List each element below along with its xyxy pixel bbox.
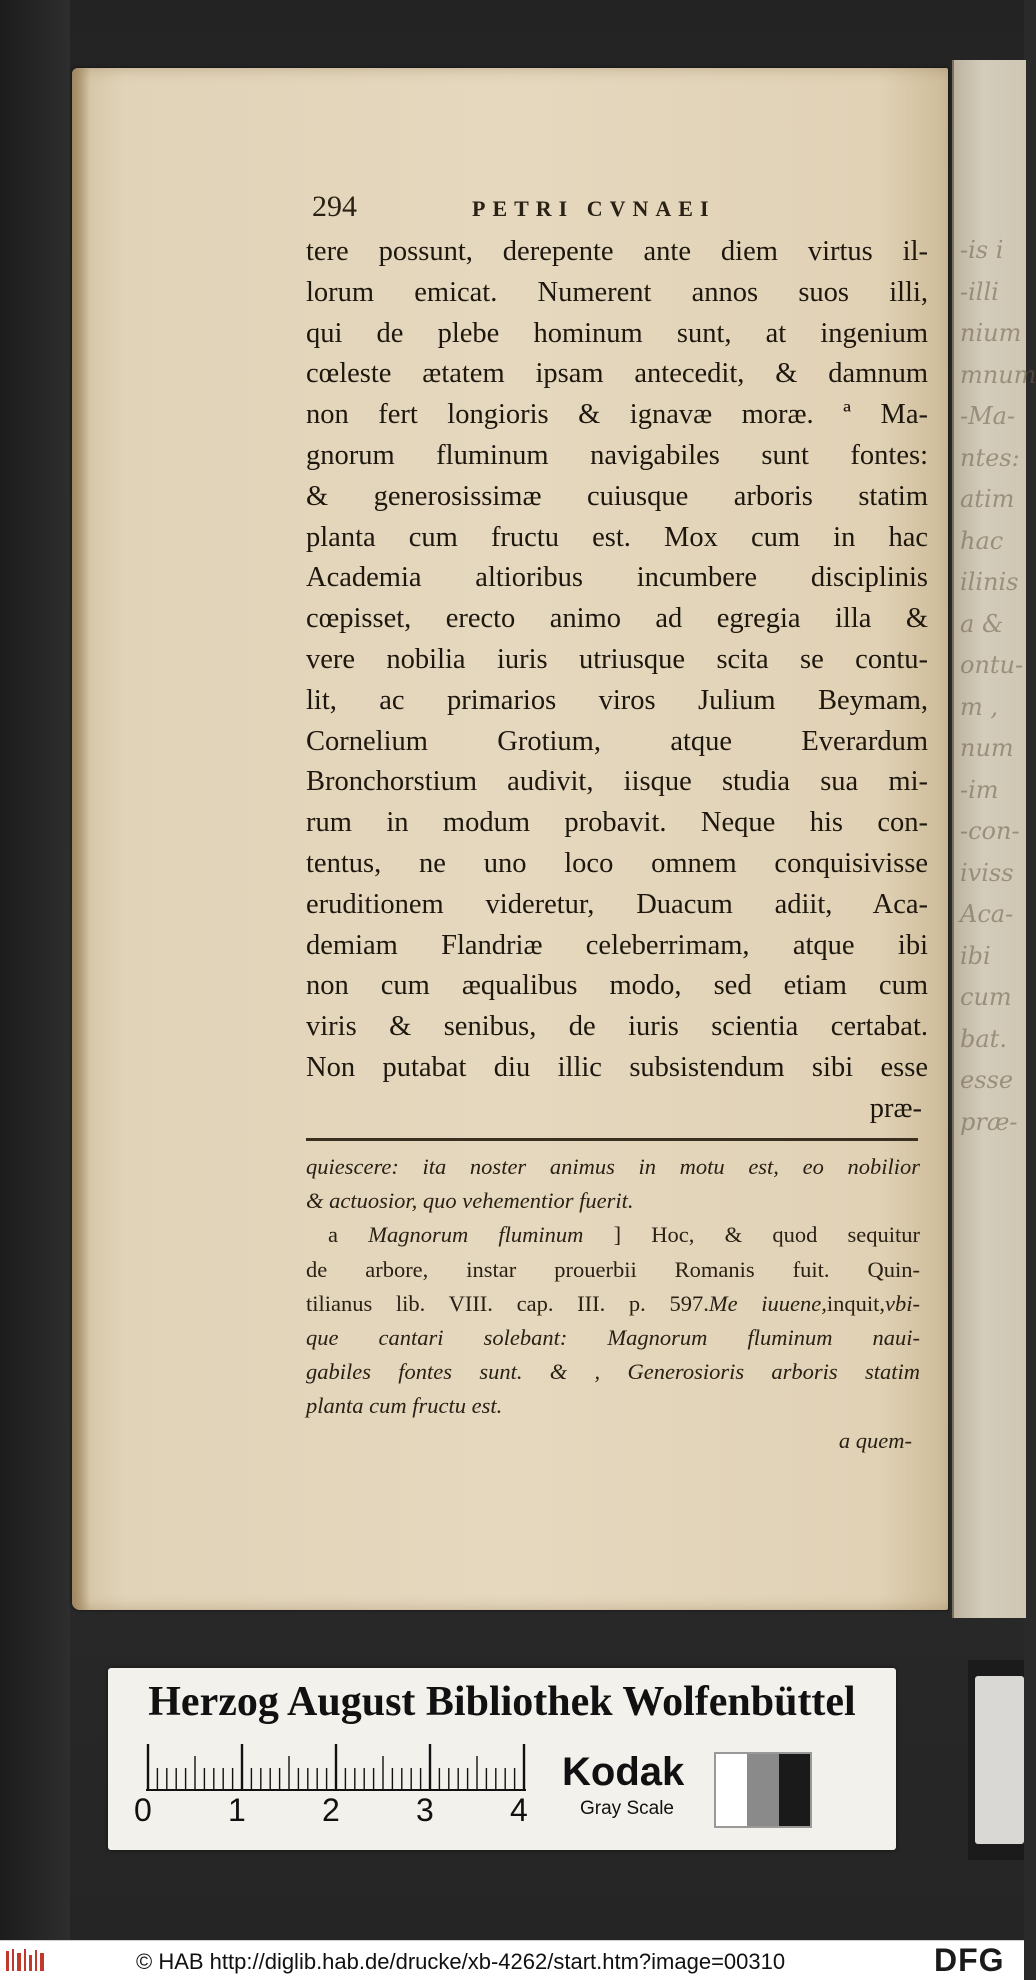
kodak-logo: Kodak [562, 1750, 685, 1794]
second-target-card [975, 1676, 1024, 1844]
facing-page-bleed-text: -is i -illi nium mnum -Ma- ntes: atim hac ilinis a & ontu- m , num -im -con- iviss Aca- ibi cum bat. esse præ- [960, 236, 1036, 1136]
note-text: inquit, [826, 1290, 885, 1316]
gray-scale-patches [714, 1752, 812, 1828]
page-header [312, 190, 932, 230]
ruler-digit: 0 [134, 1792, 152, 1828]
footnote-rule [306, 1138, 918, 1141]
catchword: præ- [869, 1092, 922, 1124]
hab-barcode-logo [6, 1947, 48, 1973]
note-line: gabiles fontes sunt. & , Generosioris arboris statim [306, 1359, 920, 1385]
note-text: ] Hoc, & quod sequitur [613, 1222, 921, 1248]
viewer-footer [0, 1940, 1024, 1980]
note-line: quiescere: ita noster animus in motu est, eo nobilior [306, 1154, 920, 1179]
text-line: planta cum fructu est. Mox cum in hac [306, 521, 928, 553]
gray-patch [747, 1754, 778, 1826]
text-line: qui de plebe hominum sunt, at ingenium [306, 317, 928, 349]
note-line: & actuosior, quo vehementior fuerit. [306, 1188, 634, 1214]
text-line: tentus, ne uno loco omnem conquisivisse [306, 847, 928, 879]
color-target-card [108, 1668, 896, 1850]
gray-patch [716, 1754, 747, 1826]
text-line: & generosissimæ cuiusque arboris statim [306, 480, 928, 512]
text-line: demiam Flandriæ celeberrimam, atque ibi [306, 929, 928, 961]
text-line: rum in modum probavit. Neque his con- [306, 807, 928, 839]
note-quote: vbi- [885, 1290, 920, 1316]
text-line: non cum æqualibus modo, sed etiam cum [306, 970, 928, 1002]
text-line: cœpisset, erecto animo ad egregia illa & [306, 603, 928, 635]
footer-source-link[interactable]: © HAB http://diglib.hab.de/drucke/xb-4262/start.htm?image=00310 [136, 1949, 786, 1974]
note-citation: tilianus lib. VIII. cap. III. p. 597. [306, 1290, 709, 1316]
text-line: eruditionem videretur, Duacum adiit, Aca- [306, 888, 928, 920]
text-line: viris & senibus, de iuris scientia certabat. [306, 1011, 928, 1043]
text-line: cœleste ætatem ipsam antecedit, & damnum [306, 358, 928, 390]
page-number: 294 [312, 190, 357, 223]
text-line: vere nobilia iuris utriusque scita se contu- [306, 643, 928, 675]
ruler-digits [134, 1792, 554, 1832]
note-line [306, 1218, 920, 1252]
gray-scale-label: Gray Scale [580, 1798, 674, 1819]
note-lemma: Magnorum fluminum [368, 1222, 584, 1248]
note-line [306, 1287, 920, 1321]
scanner-left-edge [0, 0, 70, 1940]
text-line: lit, ac primarios viros Julium Beymam, [306, 684, 928, 716]
page-gutter-shadow [72, 68, 90, 1610]
ruler-digit: 1 [228, 1792, 246, 1828]
library-name: Herzog August Bibliothek Wolfenbüttel [148, 1679, 856, 1725]
text-line: Cornelium Grotium, atque Everardum [306, 725, 928, 757]
ruler-digit: 4 [510, 1792, 528, 1828]
text-line: non fert longioris & ignavæ moræ. ª Ma- [306, 399, 928, 431]
note-marker: a [328, 1222, 338, 1248]
text-line: Bronchorstium audivit, iisque studia sua mi- [306, 766, 928, 798]
note-quote: Me iuuene, [708, 1290, 827, 1316]
note-line: que cantari solebant: Magnorum fluminum naui- [306, 1324, 920, 1350]
running-title: PETRI CVNAEI [472, 196, 716, 221]
note-line: planta cum fructu est. [306, 1393, 503, 1419]
body-text [306, 232, 928, 1130]
gray-patch [779, 1754, 810, 1826]
ruler-digit: 3 [416, 1792, 434, 1828]
text-line: gnorum fluminum navigabiles sunt fontes: [306, 439, 928, 471]
note-line: de arbore, instar prouerbii Romanis fuit. Quin- [306, 1256, 920, 1282]
ruler-scale [146, 1742, 536, 1792]
ruler-digit: 2 [322, 1792, 340, 1828]
text-line: Non putabat diu illic subsistendum sibi esse [306, 1051, 928, 1083]
footnotes [306, 1150, 920, 1458]
text-line: tere possunt, derepente ante diem virtus il- [306, 236, 928, 267]
footnote-catchword: a quem- [838, 1427, 912, 1453]
text-line: Academia altioribus incumbere disciplinis [306, 562, 928, 594]
dfg-logo: DFG [934, 1942, 1005, 1978]
text-line: lorum emicat. Numerent annos suos illi, [306, 276, 928, 308]
